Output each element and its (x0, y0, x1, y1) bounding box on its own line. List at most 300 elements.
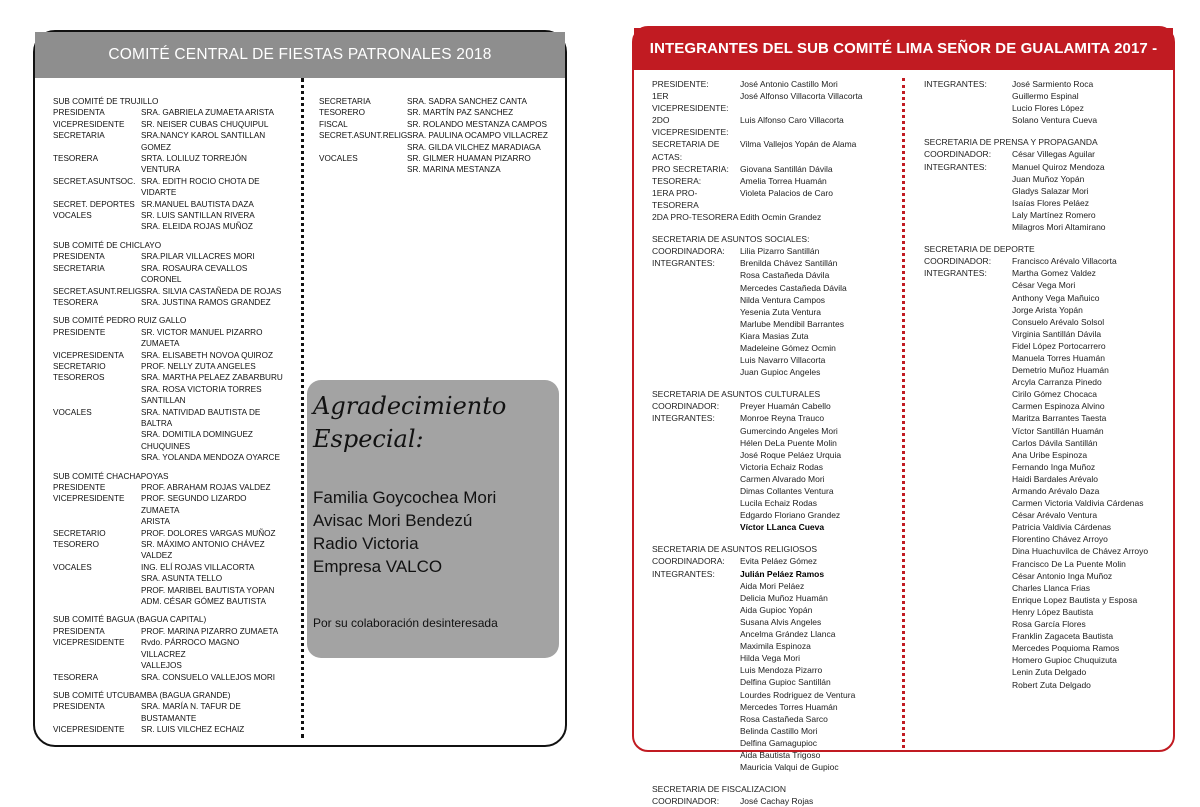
member-row (652, 245, 902, 257)
member-row (652, 749, 902, 761)
role-label (924, 304, 1012, 316)
role-label (924, 279, 1012, 291)
role-label: TESORERA (53, 672, 99, 682)
section (53, 614, 285, 682)
member-row (319, 142, 559, 153)
role-label (652, 354, 740, 366)
member-row (924, 654, 1169, 666)
member-row (924, 255, 1169, 267)
role-label: 2DO VICEPRESIDENTE: (652, 115, 729, 138)
member-name: Patricia Valdivia Cárdenas (1012, 522, 1112, 533)
role-label: SECRET. DEPORTES (53, 199, 135, 209)
member-row (652, 354, 902, 366)
member-row (652, 187, 902, 211)
role-label: 1ERA PRO-TESORERA (652, 187, 699, 210)
member-row (53, 660, 285, 671)
member-name: Nilda Ventura Campos (740, 294, 826, 305)
member-row (924, 197, 1169, 209)
role-label (924, 352, 1012, 364)
right-document (632, 26, 1175, 807)
member-name: Edith Ocmin Grandez (740, 212, 822, 223)
section (924, 136, 1169, 233)
member-name: SR. LUIS VILCHEZ ECHAIZ (141, 725, 245, 735)
member-name: Homero Gupioc Chuquizuta (1012, 655, 1117, 666)
member-row (924, 376, 1169, 388)
member-name: Franklin Zagaceta Bautista (1012, 631, 1114, 642)
role-label (53, 429, 141, 440)
member-row (53, 452, 285, 463)
role-label (924, 209, 1012, 221)
section-title: SECRETARIA DE PRENSA Y PROPAGANDA (924, 137, 1098, 148)
member-row (53, 637, 285, 660)
member-name: Dimas Collantes Ventura (740, 486, 834, 496)
member-row (924, 618, 1169, 630)
member-name: BUSTAMANTE (141, 713, 197, 723)
section (652, 388, 902, 533)
member-name: Dina Huachuvilca de Chávez Arroyo (1012, 546, 1149, 557)
member-name: Madeleine Gómez Ocmin (740, 342, 836, 353)
member-row (924, 594, 1169, 606)
member-row (53, 539, 285, 550)
member-row (53, 338, 285, 349)
member-name: SRA. DOMITILA DOMINGUEZ (141, 430, 253, 440)
member-row (53, 626, 285, 637)
role-label (924, 185, 1012, 197)
member-name: Amelia Torrea Huamán (740, 175, 827, 186)
role-label (53, 452, 141, 463)
role-label (652, 269, 740, 281)
member-name: César Antonio Inga Muñoz (1012, 570, 1113, 581)
member-row (652, 437, 902, 449)
member-row (53, 199, 285, 210)
thanks-title (313, 390, 506, 456)
role-label (652, 701, 740, 713)
member-row (319, 164, 559, 175)
role-label: VOCALES (53, 211, 92, 221)
member-row (652, 269, 902, 281)
member-name: ARISTA (141, 517, 170, 527)
member-row (924, 461, 1169, 473)
member-name: SR. LUIS SANTILLAN RIVERA (141, 211, 255, 221)
member-name: SRA. ASUNTA TELLO (141, 574, 223, 584)
member-name: Florentino Chávez Arroyo (1012, 534, 1108, 545)
role-label: SECRETARIO (53, 528, 106, 538)
member-row (652, 473, 902, 485)
member-name: Vilma Vallejos Yopán de Alama (740, 139, 857, 150)
role-label (924, 400, 1012, 412)
role-label (652, 282, 740, 294)
section-title: SUB COMITÉ PEDRO RUIZ GALLO (53, 316, 187, 326)
left-document (33, 30, 567, 747)
member-name: José Alfonso Villacorta Villacorta (740, 91, 863, 102)
member-row (53, 176, 285, 199)
member-row (924, 509, 1169, 521)
member-row (652, 318, 902, 330)
role-label: 1ER VICEPRESIDENTE: (652, 91, 729, 114)
role-label: TESORERA (53, 154, 99, 164)
section-title: SECRETARIA DE FISCALIZACION (652, 784, 786, 795)
right-column-1 (652, 78, 902, 807)
role-label (924, 461, 1012, 473)
role-label: INTEGRANTES: (652, 413, 715, 424)
member-name: Cirilo Gómez Chocaca (1012, 389, 1098, 400)
member-row (924, 221, 1169, 233)
member-name: PROF. DOLORES VARGAS MUÑOZ (141, 528, 276, 538)
member-name: Gumercindo Angeles Mori (740, 425, 838, 436)
section (53, 471, 285, 608)
member-row (652, 294, 902, 306)
role-label: COORDINADOR: (924, 149, 992, 160)
section (53, 240, 285, 308)
member-name: Carmen Alvarado Mori (740, 473, 825, 484)
role-label (924, 340, 1012, 352)
role-label (924, 425, 1012, 437)
left-column-1 (53, 96, 285, 736)
member-row (924, 90, 1169, 102)
role-label (924, 509, 1012, 521)
member-row (924, 485, 1169, 497)
role-label (652, 294, 740, 306)
role-label (53, 395, 141, 406)
role-label: VOCALES (319, 154, 358, 164)
member-name: Maritza Barrantes Taesta (1012, 413, 1107, 424)
role-label (652, 761, 740, 773)
role-label: VICEPRESIDENTE (53, 119, 125, 129)
member-row (652, 795, 902, 807)
role-label (924, 292, 1012, 304)
member-row (652, 725, 902, 737)
member-row (652, 400, 902, 412)
member-name: Victoria Echaiz Rodas (740, 461, 823, 472)
member-row (924, 412, 1169, 424)
member-row (652, 592, 902, 604)
role-label (652, 725, 740, 737)
role-label (924, 388, 1012, 400)
member-name: Anthony Vega Mañuico (1012, 292, 1100, 303)
left-column-2 (319, 96, 559, 176)
member-row (319, 119, 559, 130)
member-row (53, 516, 285, 527)
member-row (319, 107, 559, 118)
role-label (652, 640, 740, 652)
role-label (652, 342, 740, 354)
role-label (53, 384, 141, 395)
role-label (652, 521, 740, 533)
column-divider (301, 78, 304, 738)
role-label (652, 461, 740, 473)
member-name: Evita Peláez Gómez (740, 556, 818, 567)
role-label: PRESIDENTA (53, 252, 105, 262)
member-row (652, 761, 902, 773)
role-label (652, 580, 740, 592)
member-row (53, 395, 285, 406)
member-name: Lenin Zuta Delgado (1012, 667, 1087, 678)
section (53, 96, 285, 233)
member-row (319, 153, 559, 164)
member-row (652, 163, 902, 175)
member-name: SRA. EDITH ROCIO CHOTA DE VIDARTE (141, 176, 260, 198)
member-name: Lourdes Rodriguez de Ventura (740, 689, 856, 700)
member-row (53, 263, 285, 286)
member-row (652, 485, 902, 497)
section-title: SECRETARIA DE DEPORTE (924, 244, 1035, 255)
member-row (53, 585, 285, 596)
thanks-note: Por su colaboración desinteresada (313, 616, 498, 630)
member-name: SRA. SADRA SANCHEZ CANTA (407, 97, 527, 106)
role-label: VICEPRESIDENTE (53, 494, 125, 504)
member-name: SRA.PILAR VILLACRES MORI (141, 252, 255, 262)
role-label: TESORERA: (652, 175, 702, 186)
member-row (53, 350, 285, 361)
member-name: SRTA. LOLILUZ TORREJÓN VENTURA (141, 154, 247, 175)
role-label (652, 737, 740, 749)
member-row (53, 286, 285, 297)
member-name: Fidel López Portocarrero (1012, 340, 1106, 351)
member-name: José Sarmiento Roca (1012, 79, 1094, 89)
member-row (53, 210, 285, 221)
member-name: Haidi Bardales Arévalo (1012, 473, 1098, 484)
member-name: Rosa Castañeda Sarco (740, 713, 828, 724)
role-label (652, 497, 740, 509)
member-row (652, 366, 902, 378)
member-name: Luis Alfonso Caro Villacorta (740, 115, 844, 126)
member-row (652, 497, 902, 509)
member-name: PROF. MARIBEL BAUTISTA YOPAN (141, 585, 275, 595)
member-row (53, 372, 285, 383)
role-label (53, 142, 141, 153)
member-name: Delfina Gupioc Santillán (740, 677, 831, 688)
role-label: PRESIDENTE (53, 483, 106, 492)
role-label (652, 713, 740, 725)
member-row (652, 604, 902, 616)
member-row (53, 407, 285, 430)
member-name: SRA. YOLANDA MENDOZA OYARCE (141, 453, 280, 463)
member-row (924, 292, 1169, 304)
role-label: TESORERA (53, 297, 99, 307)
role-label (924, 221, 1012, 233)
right-title: INTEGRANTES DEL SUB COMITÉ LIMA SEÑOR DE GUALAMITA 2017 - 2018 (634, 28, 1173, 70)
left-title: COMITÉ CENTRAL DE FIESTAS PATRONALES 2018 (35, 32, 565, 78)
member-row (652, 90, 902, 114)
member-name: José Cachay Rojas (740, 796, 814, 807)
member-name: SR. MARTÍN PAZ SANCHEZ (407, 108, 514, 118)
member-row (924, 185, 1169, 197)
section-title: SECRETARIA DE ASUNTOS RELIGIOSOS (652, 544, 818, 555)
member-name: Mauricia Valqui de Gupioc (740, 762, 839, 773)
member-name: César Arévalo Ventura (1012, 510, 1098, 521)
role-label: VOCALES (53, 407, 92, 417)
role-label (924, 328, 1012, 340)
role-label (652, 616, 740, 628)
member-name: Mercedes Poquioma Ramos (1012, 643, 1120, 654)
role-label (53, 660, 141, 671)
role-label: COORDINADORA: (652, 246, 725, 257)
member-name: Aida Bautista Trigoso (740, 749, 821, 760)
member-row (652, 449, 902, 461)
role-label: SECRET.ASUNT.RELIG. (319, 131, 410, 141)
member-row (924, 102, 1169, 114)
role-label (53, 573, 141, 584)
member-name: José Roque Peláez Urquia (740, 449, 842, 460)
member-name: Lucio Flores López (1012, 103, 1084, 114)
section (652, 543, 902, 773)
role-label (924, 666, 1012, 678)
member-name: SR. MARINA MESTANZA (407, 165, 501, 175)
member-row (924, 606, 1169, 618)
member-row (53, 327, 285, 338)
member-name: Lucila Echaiz Rodas (740, 498, 818, 509)
member-row (652, 138, 902, 162)
role-label: PRESIDENTA (53, 702, 105, 712)
section-title: SUB COMITÉ DE TRUJILLO (53, 97, 159, 106)
member-row (53, 297, 285, 308)
role-label (652, 318, 740, 330)
member-row (924, 666, 1169, 678)
member-row (924, 449, 1169, 461)
member-name: Luis Navarro Villacorta (740, 355, 826, 366)
thanks-name: Familia Goycochea Mori (313, 488, 497, 507)
member-name: PROF. ABRAHAM ROJAS VALDEZ (141, 483, 271, 492)
section-title: SUB COMITÉ CHACHAPOYAS (53, 471, 169, 481)
role-label: FISCAL (319, 119, 348, 129)
member-name: Laly Martínez Romero (1012, 209, 1096, 220)
member-row (924, 558, 1169, 570)
thanks-name: Radio Victoria (313, 534, 419, 553)
member-name: Fernando Inga Muñoz (1012, 461, 1096, 472)
role-label (924, 618, 1012, 630)
member-name: Henry López Bautista (1012, 606, 1094, 617)
role-label: SECRET.ASUNTSOC. (53, 176, 136, 186)
member-name: César Villegas Aguilar (1012, 149, 1095, 160)
role-label (652, 473, 740, 485)
role-label (53, 516, 141, 527)
member-row (53, 528, 285, 539)
role-label: VICEPRESIDENTE (53, 725, 125, 735)
member-name: Julián Peláez Ramos (740, 568, 825, 579)
member-row (924, 630, 1169, 642)
member-name: SRA. SILVIA CASTAÑEDA DE ROJAS (141, 286, 282, 296)
member-row (652, 412, 902, 424)
role-label (53, 338, 141, 349)
member-row (924, 388, 1169, 400)
member-name: Rosa García Flores (1012, 619, 1086, 630)
member-name: Mercedes Torres Huamán (740, 701, 838, 712)
member-name: Carlos Dávila Santillán (1012, 437, 1098, 448)
member-name: Juan Gupioc Angeles (740, 367, 821, 378)
member-name: Aida Mori Peláez (740, 580, 805, 591)
member-name: Demetrio Muñoz Huamán (1012, 365, 1109, 376)
role-label: PRESIDENTE (53, 327, 106, 337)
member-name: Armando Arévalo Daza (1012, 486, 1100, 496)
role-label (924, 570, 1012, 582)
role-label: INTEGRANTES: (924, 79, 987, 89)
member-name: PROF. SEGUNDO LIZARDO ZUMAETA (141, 494, 247, 515)
role-label (924, 437, 1012, 449)
member-name: GOMEZ (141, 142, 172, 152)
member-name: SRA. GABRIELA ZUMAETA ARISTA (141, 108, 275, 118)
role-label (924, 316, 1012, 328)
role-label: SECRETARIA (319, 97, 371, 106)
member-row (53, 361, 285, 372)
member-name: Rosa Castañeda Dávila (740, 270, 830, 281)
section-title: SUB COMITÉ DE CHICLAYO (53, 240, 162, 250)
member-row (652, 568, 902, 580)
member-row (652, 330, 902, 342)
member-name: Ancelma Grández Llanca (740, 629, 836, 640)
role-label (652, 664, 740, 676)
section (652, 783, 902, 807)
member-row (53, 701, 285, 712)
role-label (924, 197, 1012, 209)
member-row (652, 652, 902, 664)
section (652, 78, 902, 223)
column-divider (902, 78, 905, 748)
thanks-title-line: Especial: (313, 425, 424, 453)
member-row (924, 328, 1169, 340)
member-name: SRA. ELEIDA ROJAS MUÑOZ (141, 222, 253, 232)
role-label (53, 585, 141, 596)
member-name: SRA. NATIVIDAD BAUTISTA DE BALTRA (141, 407, 261, 428)
role-label (652, 306, 740, 318)
member-row (924, 570, 1169, 582)
role-label (924, 90, 1012, 102)
member-row (924, 437, 1169, 449)
section-title: SUB COMITÉ BAGUA (BAGUA CAPITAL) (53, 615, 207, 625)
member-row (924, 425, 1169, 437)
member-name: ZUMAETA (141, 339, 180, 349)
member-row (652, 713, 902, 725)
section (53, 690, 285, 736)
member-name: PROF. MARINA PIZARRO ZUMAETA (141, 626, 279, 636)
member-name: ADM. CÉSAR GÓMEZ BAUTISTA (141, 597, 266, 607)
member-name: SRA. CONSUELO VALLEJOS MORI (141, 672, 276, 682)
role-label: SECRETARIA DE ACTAS: (652, 139, 720, 162)
member-row (53, 596, 285, 607)
member-row (924, 352, 1169, 364)
role-label: TESOREROS (53, 373, 105, 383)
member-name: SR. NEISER CUBAS CHUQUIPUL (141, 119, 269, 129)
member-name: Enrique Lopez Bautista y Esposa (1012, 594, 1138, 605)
member-name: Jorge Arista Yopán (1012, 304, 1083, 315)
member-row (652, 701, 902, 713)
member-row (652, 737, 902, 749)
member-name: SANTILLAN (141, 396, 186, 406)
role-label (652, 366, 740, 378)
role-label: COORDINADOR: (924, 256, 992, 267)
role-label: PRESIDENTA (53, 108, 105, 118)
role-label (652, 330, 740, 342)
member-name: Milagros Mori Altamirano (1012, 222, 1106, 233)
role-label (924, 679, 1012, 691)
member-name: Solano Ventura Cueva (1012, 115, 1098, 126)
role-label (924, 533, 1012, 545)
section-title: SUB COMITÉ UTCUBAMBA (BAGUA GRANDE) (53, 690, 231, 700)
member-name: Carmen Espinoza Alvino (1012, 401, 1105, 412)
section (924, 78, 1169, 126)
role-label: INTEGRANTES: (652, 568, 715, 579)
member-row (53, 119, 285, 130)
role-label (924, 654, 1012, 666)
role-label (652, 437, 740, 449)
member-row (53, 221, 285, 232)
role-label: VOCALES (53, 562, 92, 572)
member-name: SRA.NANCY KAROL SANTILLAN (141, 131, 266, 141)
role-label (652, 425, 740, 437)
member-name: Francisco De La Puente Molin (1012, 558, 1126, 569)
member-row (924, 364, 1169, 376)
member-name: SR. VICTOR MANUEL PIZARRO (141, 327, 263, 337)
role-label (924, 606, 1012, 618)
